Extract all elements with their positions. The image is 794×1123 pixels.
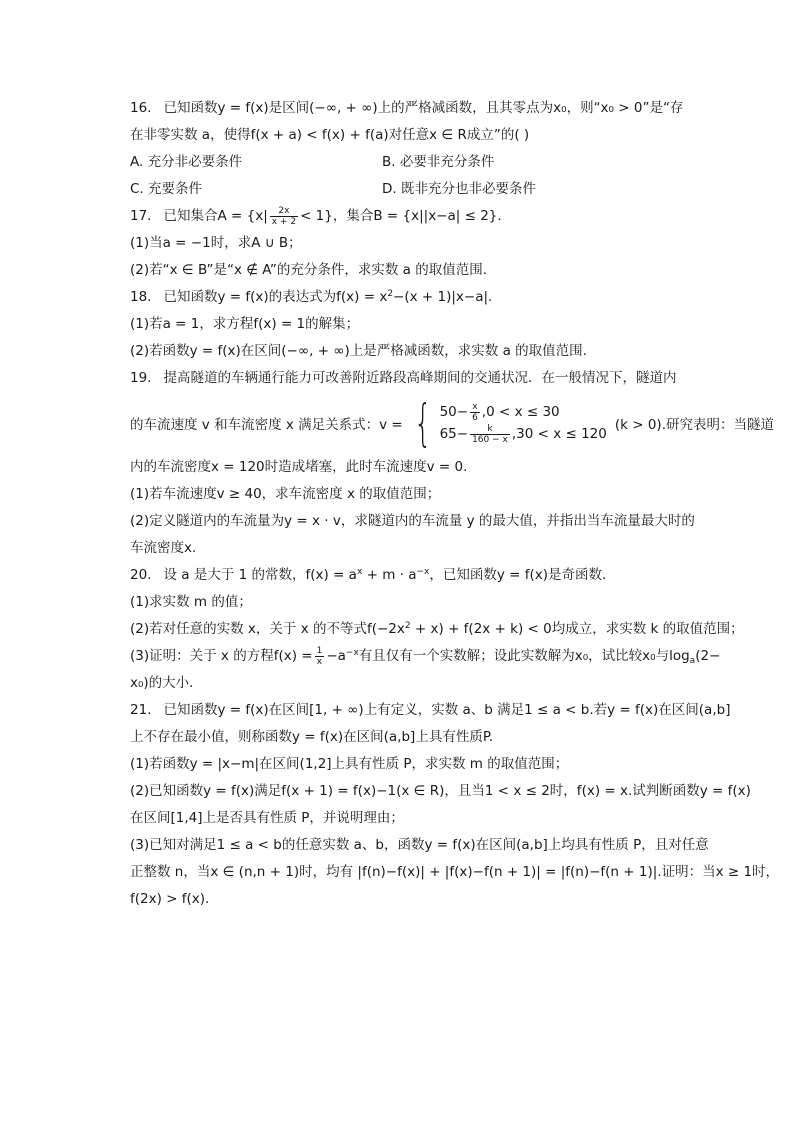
q16-option-d: D. 既非充分也非必要条件 [382, 181, 536, 197]
q19-part2-cont: 车流密度x. [130, 540, 197, 556]
q17-number: 17. [130, 208, 152, 224]
q18-number: 18. [130, 289, 152, 305]
q19-cases [440, 402, 607, 444]
q18-stem: 18. 已知函数y = f(x)的表达式为$f(x) = x^2-(x + 1)|x-a|$. [130, 284, 696, 311]
q17-stem: 17. 已知集合A = {x| $\frac{2x}{x + 2}$ < 1}，集合B = {x||x−a| ≤ 2}. [130, 203, 696, 230]
q21-part3-cont: 正整数 n，当x ∈ (n,n + 1)时，均有 |f(n)−f(x)| + |f(x)−f(n + 1)| = |f(n)−f(n + 1)|.证明：当x ≥ 1时， [130, 864, 780, 880]
q20-part2: (2)若对任意的实数 x，关于 x 的不等式$f(-2x^2 + x) + f(2x + k) < 0$均成立，求实数 k 的取值范围； [130, 621, 744, 637]
q19-case-1: 50− $\frac{x}{6}$ ,0 < x ≤ 30 [439, 401, 560, 423]
q17-fraction: $\frac{2x}{x + 2}$ [271, 205, 297, 227]
q21-part3-end: f(2x) > f(x). [130, 891, 210, 907]
q16-line1: 16. 已知函数y = f(x)是区间(−∞, + ∞)上的严格减函数，且其零点为x₀，则“x₀ > 0”是“存 [130, 95, 696, 122]
q17-part2: (2)若“x ∈ B”是“x ∉ A”的充分条件，求实数 a 的取值范围. [130, 262, 487, 278]
q20-number: 20. [130, 567, 152, 583]
q19-part2: (2)定义隧道内的车流量为y = x · v，求隧道内的车流量 y 的最大值，并指出当车流量最大时的 [130, 513, 695, 529]
q21-part2: (2)已知函数y = f(x)满足f(x + 1) = f(x)−1(x ∈ R)，且当1 < x ≤ 2时，f(x) = x.试判断函数y = f(x) [130, 783, 751, 799]
q20-fraction: $\frac{1}{x}$ [316, 645, 323, 667]
q20-part3-cont: x₀)的大小． [130, 675, 203, 691]
q16-options-row1 [130, 149, 696, 176]
q21-line2: 上不存在最小值，则称函数y = f(x)在区间(a,b]上具有性质P. [130, 729, 494, 745]
q16-option-b: B. 必要非充分条件 [382, 154, 495, 170]
q21-number: 21. [130, 702, 152, 718]
q16-options-row2 [130, 176, 696, 203]
q19-number: 19. [130, 370, 152, 386]
q20-part1: (1)求实数 m 的值； [130, 594, 252, 610]
q20-stem: 20. 设 a 是大于 1 的常数，$f(x) = a^x + m \cdot a^{-x}$，已知函数y = f(x)是奇函数． [130, 562, 696, 589]
q17-part1: (1)当a = −1时，求A ∪ B； [130, 235, 302, 251]
q19-part1: (1)若车流速度v ≥ 40，求车流密度 x 的取值范围； [130, 486, 441, 502]
q16-line2: 在非零实数 a，使得f(x + a) < f(x) + f(a)对任意x ∈ R成立”的( ) [130, 127, 530, 143]
q21-part3: (3)已知对满足1 ≤ a < b的任意实数 a、b，函数y = f(x)在区间(a,b]上均具有性质 P，且对任意 [130, 837, 709, 853]
q18-part2: (2)若函数y = f(x)在区间(−∞, + ∞)上是严格减函数，求实数 a 的取值范围. [130, 343, 587, 359]
q20-part3: (3)证明：关于 x 的方程f(x) = $\frac{1}{x}$ $-a^{-x}$有且仅有一个实数解；设此实数解为x₀，试比较x₀与$\log_a(2-$ [130, 645, 721, 667]
q19-line3: 内的车流密度x = 120时造成堵塞，此时车流速度v = 0. [130, 459, 468, 475]
question-list [130, 95, 780, 913]
q19-piecewise-line: 的车流速度 v 和车流密度 x 满足关系式：v = { 50− $\frac{x}{6}$ ,0 < x ≤ 30 65− $\frac{k}{160 - x}$ ,30 < x ≤ 120 (k > 0).研究表明：当隧道 [130, 394, 774, 452]
q16-option-c: C. 充要条件 [130, 181, 203, 197]
q19-case-2: 65− $\frac{k}{160 - x}$ ,30 < x ≤ 120 [439, 423, 607, 445]
q16-number: 16. [130, 100, 152, 116]
q21-line1: 21. 已知函数y = f(x)在区间[1, + ∞)上有定义，实数 a、b 满足1 ≤ a < b.若y = f(x)在区间(a,b] [130, 697, 696, 724]
q16-option-a: A. 充分非必要条件 [130, 154, 243, 170]
left-brace-symbol: { [413, 394, 432, 452]
q18-part1: (1)若a = 1，求方程f(x) = 1的解集； [130, 316, 360, 332]
q19-line1: 19. 提高隧道的车辆通行能力可改善附近路段高峰期间的交通状况．在一般情况下，隧道内 [130, 365, 696, 392]
q21-part1: (1)若函数y = |x−m|在区间(1,2]上具有性质 P，求实数 m 的取值范围； [130, 756, 569, 772]
q21-part2-cont: 在区间[1,4]上是否具有性质 P，并说明理由； [130, 810, 404, 826]
